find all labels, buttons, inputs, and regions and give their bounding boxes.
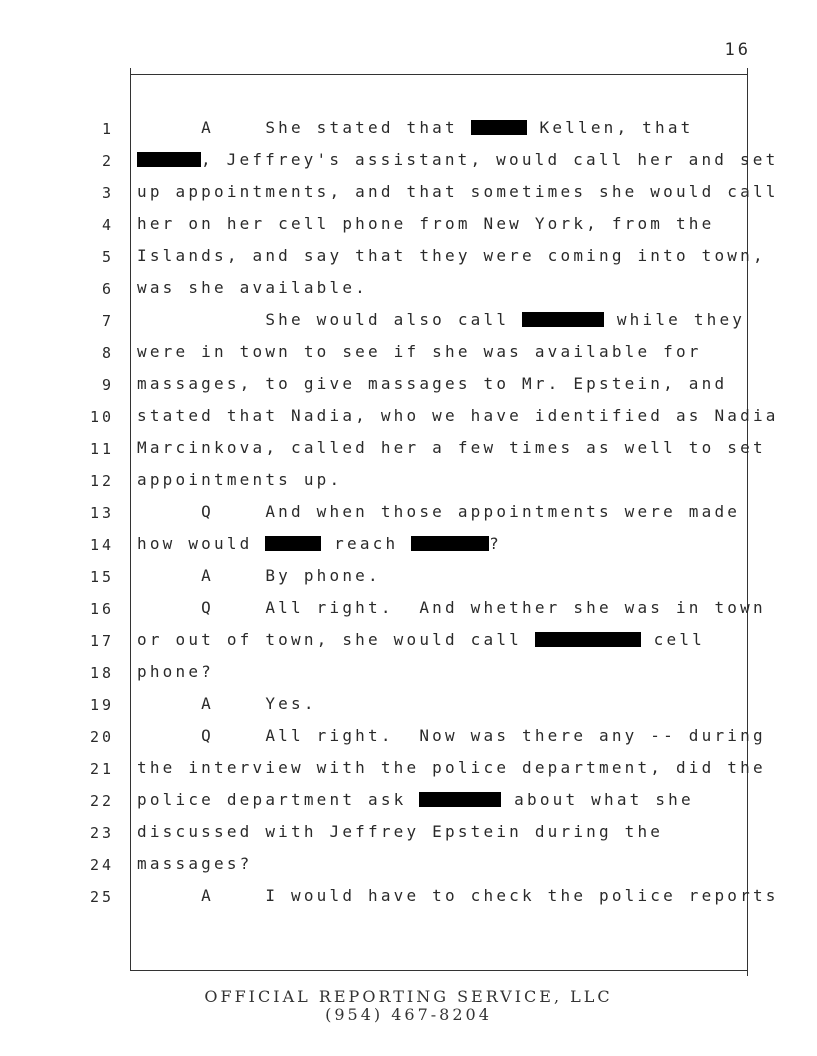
transcript-line xyxy=(0,728,817,760)
line-text: A I would have to check the police reports xyxy=(137,886,779,905)
line-number: 13 xyxy=(89,504,114,522)
transcript-line xyxy=(0,856,817,888)
line-text: discussed with Jeffrey Epstein during the xyxy=(137,822,664,841)
line-number: 24 xyxy=(89,856,114,874)
line-text: Marcinkova, called her a few times as well to set xyxy=(137,438,766,457)
line-text: A By phone. xyxy=(137,566,381,585)
line-text: , Jeffrey's assistant, would call her and set xyxy=(137,150,778,169)
line-text: how would reach ? xyxy=(137,534,503,553)
line-number: 9 xyxy=(101,376,114,394)
transcript-line xyxy=(0,440,817,472)
top-border-rule xyxy=(130,74,747,75)
redaction-block xyxy=(137,152,201,167)
transcript-line xyxy=(0,632,817,664)
line-number: 16 xyxy=(89,600,114,618)
line-number: 11 xyxy=(89,440,114,458)
line-number: 21 xyxy=(89,760,114,778)
transcript-line xyxy=(0,472,817,504)
transcript-line xyxy=(0,792,817,824)
line-text: was she available. xyxy=(137,278,368,297)
line-text: Q And when those appointments were made xyxy=(137,502,741,521)
line-number: 12 xyxy=(89,472,114,490)
line-number: 1 xyxy=(101,120,114,138)
line-number: 6 xyxy=(101,280,114,298)
line-text: massages, to give massages to Mr. Epstein, and xyxy=(137,374,728,393)
transcript-line xyxy=(0,824,817,856)
line-text: Q All right. Now was there any -- during xyxy=(137,726,766,745)
line-number: 18 xyxy=(89,664,114,682)
line-number: 20 xyxy=(89,728,114,746)
transcript-line xyxy=(0,344,817,376)
transcript-line xyxy=(0,248,817,280)
line-text: up appointments, and that sometimes she would call xyxy=(137,182,779,201)
redaction-block xyxy=(535,632,641,647)
line-text: Islands, and say that they were coming into town, xyxy=(137,246,766,265)
redaction-block xyxy=(419,792,501,807)
line-text: Q All right. And whether she was in town xyxy=(137,598,766,617)
redaction-block xyxy=(522,312,604,327)
line-number: 22 xyxy=(89,792,114,810)
transcript-line xyxy=(0,216,817,248)
transcript-line xyxy=(0,696,817,728)
transcript-line xyxy=(0,152,817,184)
line-text: or out of town, she would call cell xyxy=(137,630,705,649)
transcript-line xyxy=(0,120,817,152)
transcript-line xyxy=(0,504,817,536)
transcript-line xyxy=(0,600,817,632)
line-number: 15 xyxy=(89,568,114,586)
line-text: appointments up. xyxy=(137,470,343,489)
line-text: police department ask about what she xyxy=(137,790,694,809)
line-number: 7 xyxy=(101,312,114,330)
line-text: the interview with the police department, did the xyxy=(137,758,766,777)
line-text: massages? xyxy=(137,854,253,873)
line-number: 2 xyxy=(101,152,114,170)
line-number: 14 xyxy=(89,536,114,554)
transcript-line xyxy=(0,408,817,440)
bottom-border-rule xyxy=(130,970,747,971)
line-number: 3 xyxy=(101,184,114,202)
redaction-block xyxy=(411,536,489,551)
transcript-line xyxy=(0,376,817,408)
line-text: phone? xyxy=(137,662,214,681)
transcript-line xyxy=(0,536,817,568)
transcript-line xyxy=(0,568,817,600)
line-number: 8 xyxy=(101,344,114,362)
transcript-line xyxy=(0,888,817,920)
line-number: 19 xyxy=(89,696,114,714)
line-number: 25 xyxy=(89,888,114,906)
line-text: She would also call while they xyxy=(137,310,746,329)
page-number: 16 xyxy=(724,40,751,60)
transcript-line xyxy=(0,312,817,344)
transcript-line xyxy=(0,280,817,312)
line-text: stated that Nadia, who we have identified as Nadia xyxy=(137,406,779,425)
line-number: 17 xyxy=(89,632,114,650)
line-number: 4 xyxy=(101,216,114,234)
line-text: A She stated that Kellen, that xyxy=(137,118,694,137)
line-text: were in town to see if she was available for xyxy=(137,342,702,361)
transcript-line xyxy=(0,184,817,216)
redaction-block xyxy=(471,120,527,135)
transcript-line xyxy=(0,664,817,696)
line-number: 23 xyxy=(89,824,114,842)
line-number: 5 xyxy=(101,248,114,266)
transcript-line xyxy=(0,760,817,792)
redaction-block xyxy=(265,536,321,551)
line-text: A Yes. xyxy=(137,694,317,713)
footer-phone: (954) 467-8204 xyxy=(325,1005,492,1024)
line-text: her on her cell phone from New York, from the xyxy=(137,214,715,233)
footer-company: OFFICIAL REPORTING SERVICE, LLC xyxy=(204,987,613,1006)
line-number: 10 xyxy=(89,408,114,426)
